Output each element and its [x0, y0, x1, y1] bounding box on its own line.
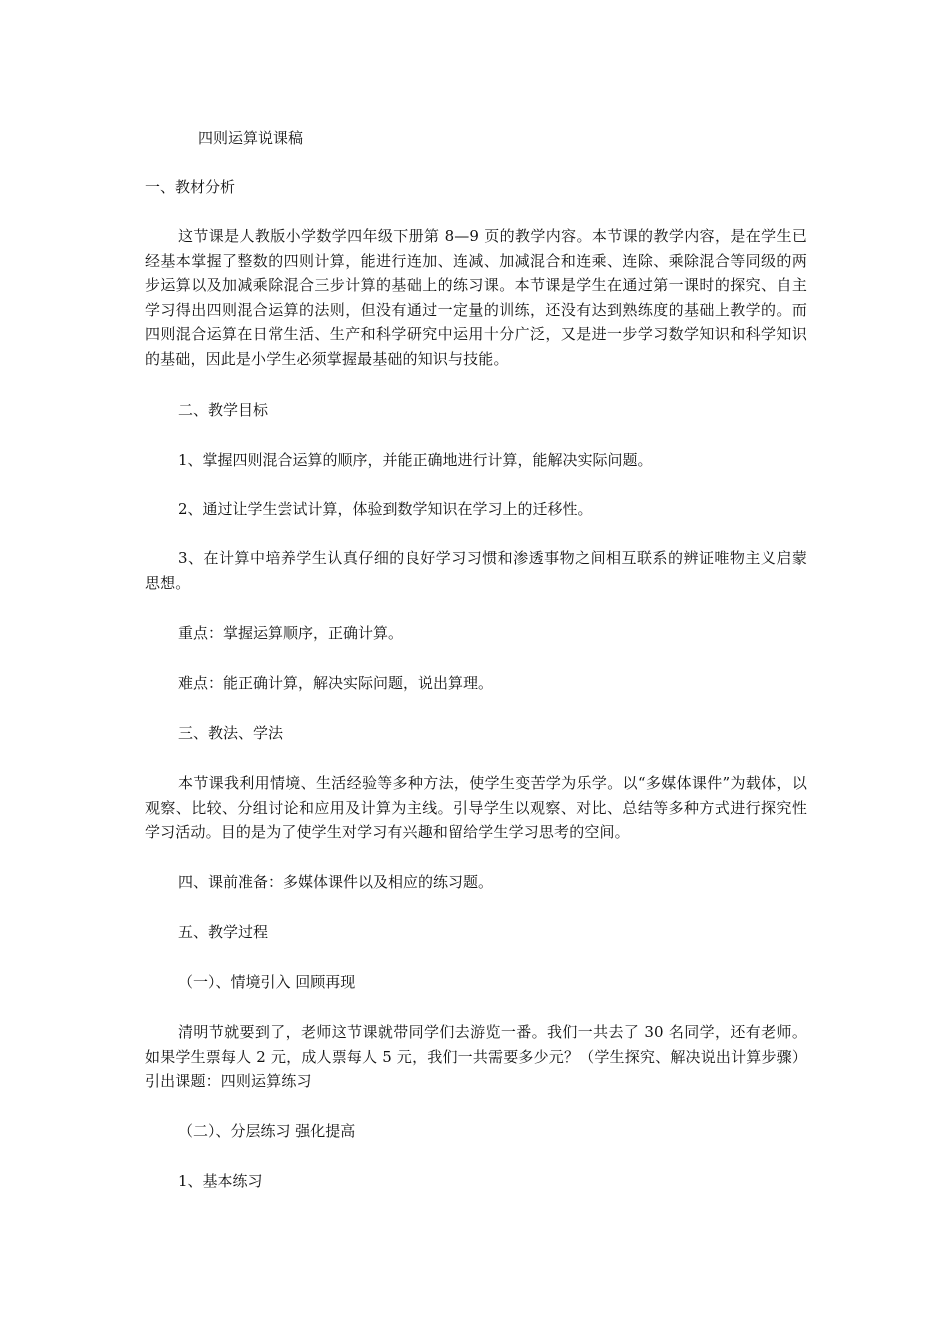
goal-item-3: 3、在计算中培养学生认真仔细的良好学习习惯和渗透事物之间相互联系的辨证唯物主义启蒙思想。	[145, 549, 807, 592]
section-heading-textbook-analysis: 一、教材分析	[145, 178, 236, 196]
subheading-situation-intro: （一）、情境引入 回顾再现	[178, 973, 356, 991]
paragraph-textbook-analysis: 这节课是人教版小学数学四年级下册第 8—9 页的教学内容。本节课的教学内容，是在学生已经基本掌握了整数的四则计算，能进行连加、连减、加减混合和连乘、连除、乘除混合等同级的两步运算以及加减乘除混合三步计算的基础上的练习课。本节课是学生在通过第一课时的探究、自主学习得出四则混合运算的法则，但没有通过一定量的训练，还没有达到熟练度的基础上教学的。而四则混合运算在日常生活、生产和科学研究中运用十分广泛，又是进一步学习数学知识和科学知识的基础，因此是小学生必须掌握最基础的知识与技能。	[145, 227, 807, 368]
section-heading-methods: 三、教法、学法	[178, 724, 284, 742]
subheading-layered-practice: （二）、分层练习 强化提高	[178, 1122, 356, 1140]
section-heading-process: 五、教学过程	[178, 923, 269, 941]
key-point: 重点：掌握运算顺序，正确计算。	[178, 624, 404, 642]
section-heading-preparation: 四、课前准备：多媒体课件以及相应的练习题。	[178, 873, 494, 891]
goal-item-1: 1、掌握四则混合运算的顺序，并能正确地进行计算，能解决实际问题。	[178, 451, 653, 469]
document-title: 四则运算说课稿	[198, 129, 304, 147]
goal-item-2: 2、通过让学生尝试计算，体验到数学知识在学习上的迁移性。	[178, 500, 593, 518]
subheading-basic-practice: 1、基本练习	[178, 1172, 263, 1190]
paragraph-situation-intro: 清明节就要到了，老师这节课就带同学们去游览一番。我们一共去了 30 名同学，还有老师。如果学生票每人 2 元，成人票每人 5 元，我们一共需要多少元？（学生探究、解决说出计算步骤）引出课题：四则运算练习	[145, 1023, 807, 1090]
difficult-point: 难点：能正确计算，解决实际问题，说出算理。	[178, 674, 494, 692]
paragraph-methods: 本节课我利用情境、生活经验等多种方法，使学生变苦学为乐学。以“多媒体课件”为载体，以观察、比较、分组讨论和应用及计算为主线。引导学生以观察、对比、总结等多种方式进行探究性学习活动。目的是为了使学生对学习有兴趣和留给学生学习思考的空间。	[145, 774, 807, 841]
section-heading-teaching-goals: 二、教学目标	[178, 401, 269, 419]
